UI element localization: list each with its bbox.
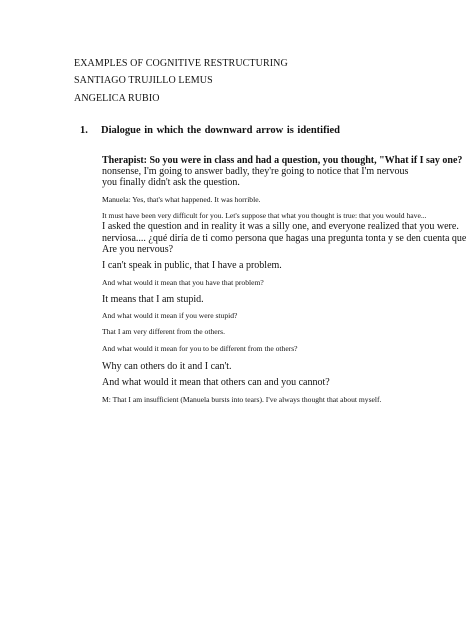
dialogue-line: I asked the question and in reality it was a silly one, and everyone realized that you were. bbox=[102, 221, 459, 232]
therapist-line: Therapist: So you were in class and had a question, you thought, "What if I say one? bbox=[102, 155, 463, 166]
dialogue-line: And what would it mean if you were stupid? bbox=[102, 311, 238, 320]
dialogue-line: And what would it mean that you have that problem? bbox=[102, 278, 264, 287]
document-title: EXAMPLES OF COGNITIVE RESTRUCTURING bbox=[74, 58, 288, 69]
dialogue-line: It means that I am stupid. bbox=[102, 294, 204, 305]
author-name-1: SANTIAGO TRUJILLO LEMUS bbox=[74, 75, 213, 86]
dialogue-line: I can't speak in public, that I have a problem. bbox=[102, 260, 282, 271]
dialogue-line: Are you nervous? bbox=[102, 244, 174, 255]
dialogue-line: you finally didn't ask the question. bbox=[102, 177, 240, 188]
dialogue-line: nonsense, I'm going to answer badly, they're going to notice that I'm nervous bbox=[102, 166, 409, 177]
dialogue-line: Why can others do it and I can't. bbox=[102, 361, 232, 372]
section-title: Dialogue in which the downward arrow is identified bbox=[101, 125, 340, 136]
dialogue-line: And what would it mean for you to be different from the others? bbox=[102, 344, 298, 353]
dialogue-line: It must have been very difficult for you. Let's suppose that what you thought is true: that you would have... bbox=[102, 211, 427, 220]
section-heading bbox=[80, 125, 340, 136]
dialogue-line: Manuela: Yes, that's what happened. It was horrible. bbox=[102, 195, 261, 204]
section-number: 1. bbox=[80, 125, 88, 136]
dialogue-line: And what would it mean that others can and you cannot? bbox=[102, 377, 330, 388]
dialogue-line: M: That I am insufficient (Manuela bursts into tears). I've always thought that about myself. bbox=[102, 395, 382, 404]
dialogue-line: nerviosa.... ¿qué diría de ti como persona que hagas una pregunta tonta y se den cuenta que bbox=[102, 233, 467, 244]
dialogue-line: That I am very different from the others. bbox=[102, 327, 226, 336]
author-name-2: ANGELICA RUBIO bbox=[74, 93, 160, 104]
